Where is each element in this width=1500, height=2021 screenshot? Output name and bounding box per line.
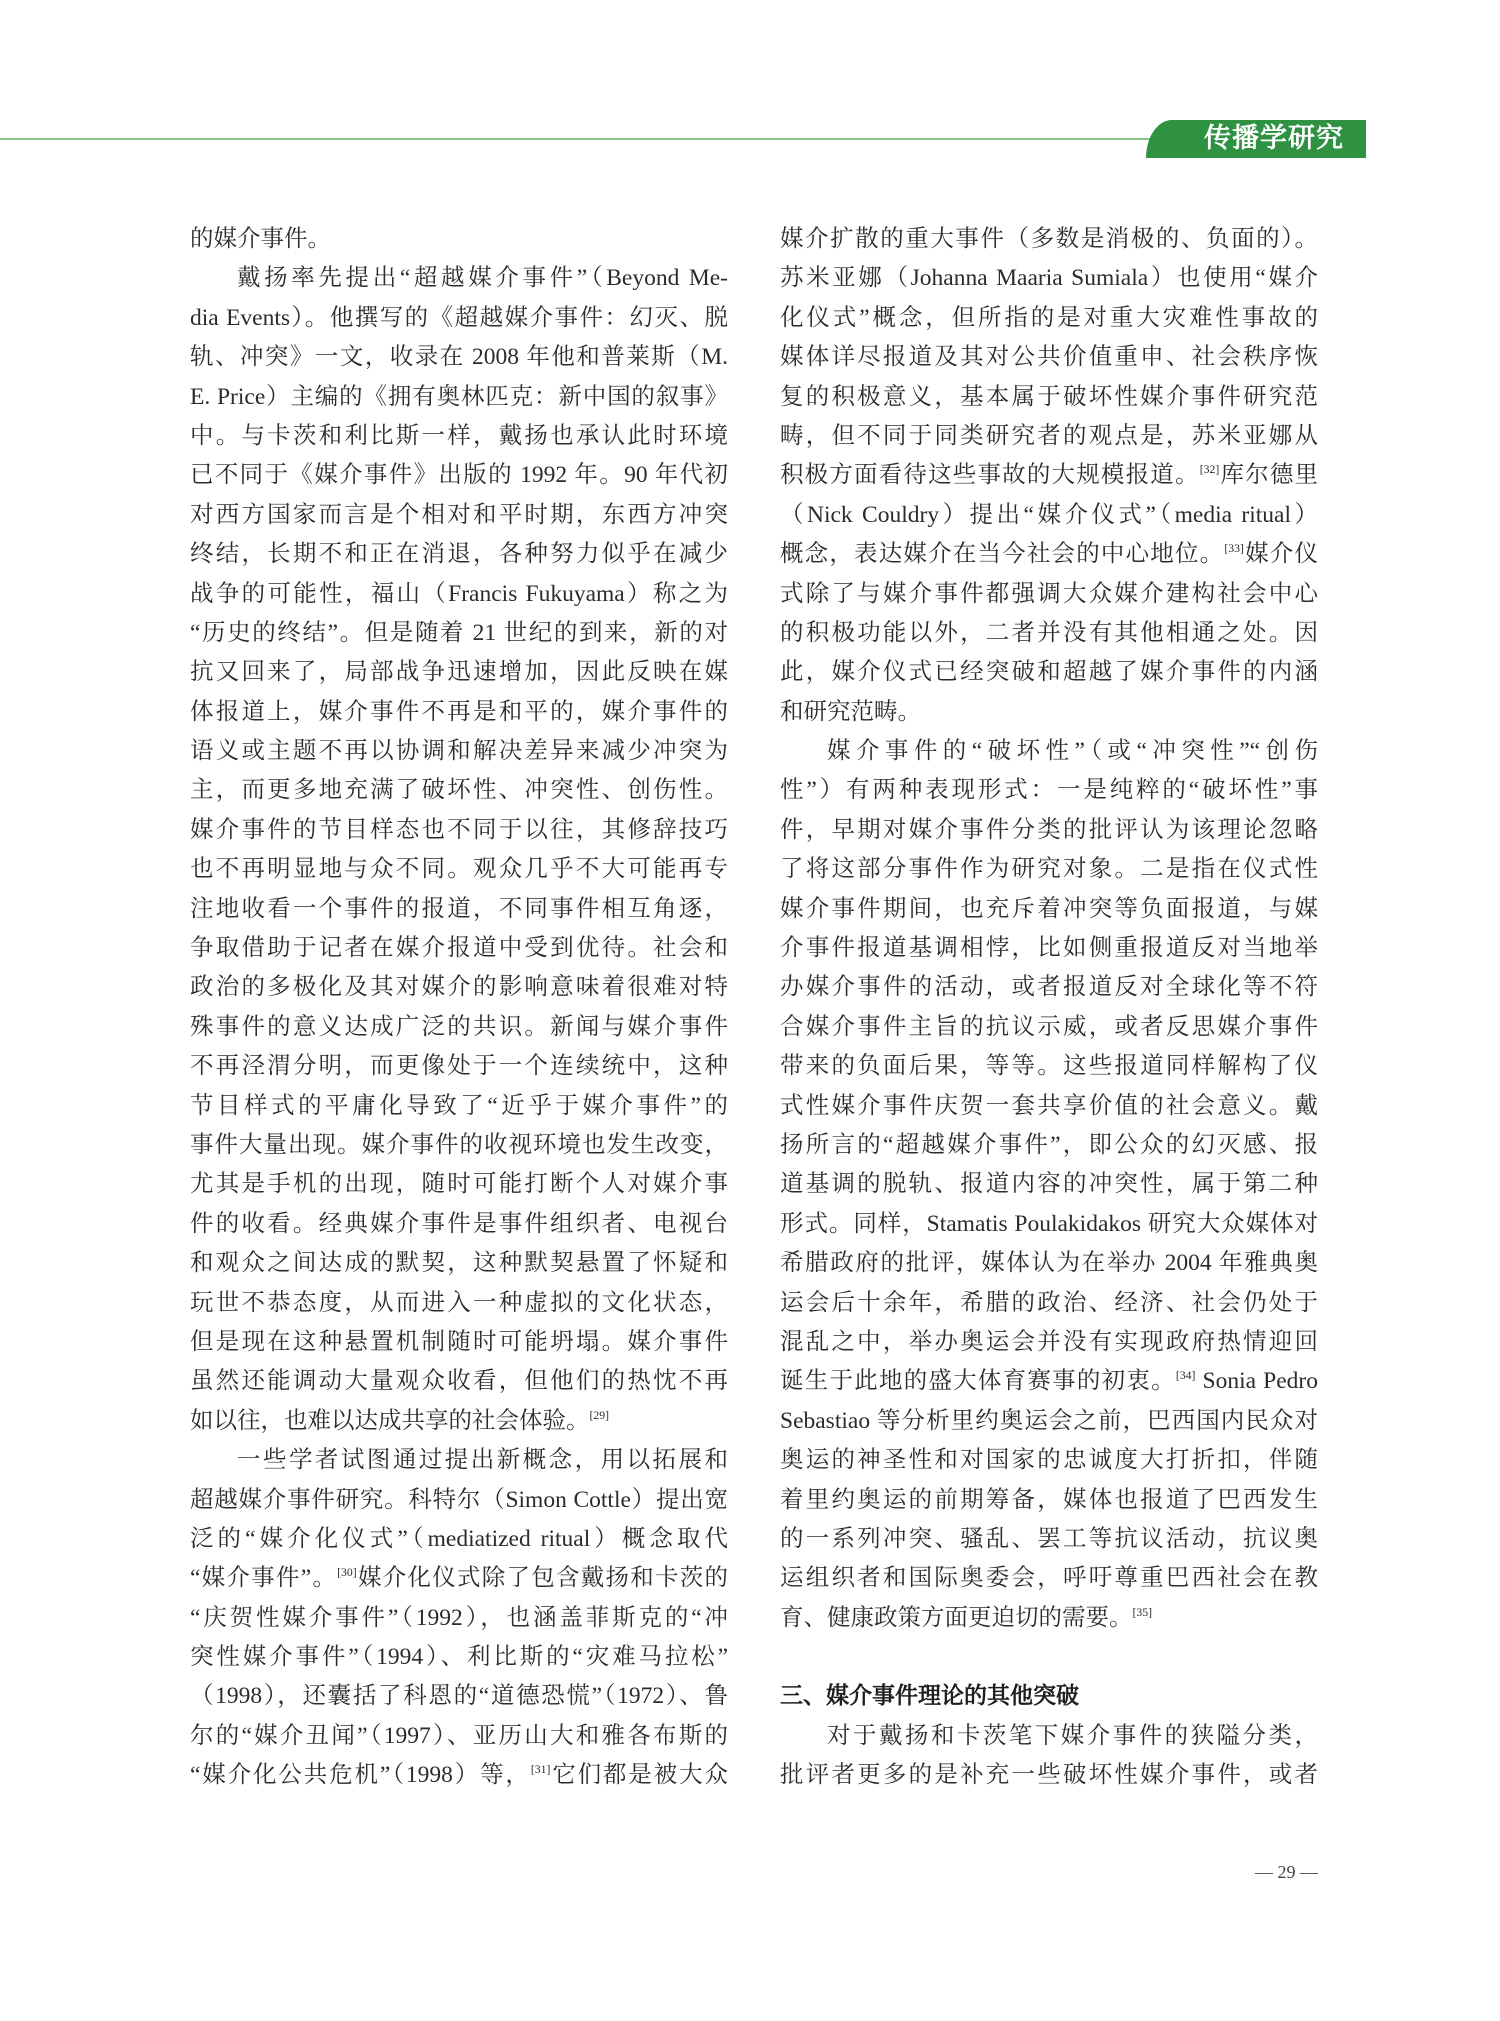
text-line [780,1087,1318,1126]
text-line [780,732,1318,771]
text-line [190,338,728,377]
text-run: 奥运的神圣性和对国家的忠诚度大打折扣，伴随 [780,1447,1318,1474]
text-run: 一些学者试图通过提出新概念，用以拓展和 [237,1447,728,1474]
text-run: 注地收看一个事件的报道，不同事件相互角逐， [190,895,728,922]
paragraph [190,259,728,1441]
section-tab [1146,120,1366,158]
text-run: 媒介仪 [1243,541,1318,568]
text-line [190,1323,728,1362]
text-run: 和观众之间达成的默契，这种默契悬置了怀疑和 [190,1250,728,1277]
text-run: 对西方国家而言是个相对和平时期，东西方冲突 [190,501,728,528]
text-line [780,259,1318,298]
text-run: 希腊政府的批评，媒体认为在举办 2004 年雅典奥 [780,1250,1318,1277]
text-line [780,1599,1318,1638]
text-line [190,1599,728,1638]
text-run: 节目样式的平庸化导致了“近乎于媒介事件”的 [190,1092,728,1119]
text-line [190,1126,728,1165]
text-run: 突性媒介事件”（1994）、利比斯的“灾难马拉松” [190,1644,728,1671]
text-line [190,299,728,338]
text-run: 此，媒介仪式已经突破和超越了媒介事件的内涵 [780,659,1318,686]
text-run: 道基调的脱轨、报道内容的冲突性，属于第二种 [780,1171,1318,1198]
text-line [780,771,1318,810]
text-run: 育、健康政策方面更迫切的需要。 [780,1604,1133,1631]
text-run: 库尔德里 [1219,462,1318,489]
paragraph [780,732,1318,1638]
text-run: （Nick Couldry）提出“媒介仪式”（media ritual） [780,501,1318,528]
footnote-ref: [30] [337,1566,357,1580]
text-run: 复的积极意义，基本属于破坏性媒介事件研究范 [780,383,1318,410]
text-line [780,299,1318,338]
text-line [190,732,728,771]
text-line [780,378,1318,417]
text-run: 对于戴扬和卡茨笔下媒介事件的狭隘分类， [827,1722,1318,1749]
text-line [780,1323,1318,1362]
text-run: 事件大量出现。媒介事件的收视环境也发生改变， [190,1131,728,1158]
text-run: 语义或主题不再以协调和解决差异来减少冲突为 [190,738,728,765]
text-run: 了将这部分事件作为研究对象。二是指在仪式性 [780,856,1318,883]
text-run: 混乱之中，举办奥运会并没有实现政府热情迎回 [780,1328,1318,1355]
footnote-ref: [35] [1132,1605,1153,1619]
footnote-ref: [29] [589,1408,610,1422]
text-run: 着里约奥运的前期筹备，媒体也报道了巴西发生 [780,1486,1318,1513]
text-line [190,1205,728,1244]
text-run: 的一系列冲突、骚乱、罢工等抗议活动，抗议奥 [780,1525,1318,1552]
text-run: （1998），还囊括了科恩的“道德恐慌”（1972）、鲁 [190,1683,728,1710]
text-run: 戴扬率先提出“超越媒介事件”（Beyond Me- [237,265,728,292]
text-run: E. Price）主编的《拥有奥林匹克：新中国的叙事》 [190,383,728,410]
text-line [190,417,728,456]
text-line [780,1205,1318,1244]
text-line [190,378,728,417]
header-rule [0,138,1150,140]
text-run: 媒介事件的“破坏性”（或“冲突性”“创伤 [827,738,1318,765]
text-run: 政治的多极化及其对媒介的影响意味着很难对特 [190,974,728,1001]
text-line [190,1520,728,1559]
text-run: 主，而更多地充满了破坏性、冲突性、创伤性。 [190,777,728,804]
footnote-ref: [33] [1224,542,1244,556]
text-line [780,338,1318,377]
text-run: 运会后十余年，希腊的政治、经济、社会仍处于 [780,1289,1318,1316]
text-run: 媒体详尽报道及其对公共价值重申、社会秩序恢 [780,344,1318,371]
text-line [780,693,1318,732]
text-run: 诞生于此地的盛大体育赛事的初衷。 [780,1368,1176,1395]
text-run: 带来的负面后果，等等。这些报道同样解构了仪 [780,1053,1318,1080]
text-line [780,1047,1318,1086]
text-line [780,929,1318,968]
text-line [190,1402,728,1441]
text-run: 办媒介事件的活动，或者报道反对全球化等不符 [780,974,1318,1001]
text-line [780,1481,1318,1520]
text-line [190,1362,728,1401]
text-line [780,1284,1318,1323]
text-line [780,1520,1318,1559]
text-run: 如以往，也难以达成共享的社会体验。 [190,1407,590,1434]
text-line [780,1756,1318,1795]
text-run: 合媒介事件主旨的抗议示威，或者反思媒介事件 [780,1013,1318,1040]
text-line [780,1244,1318,1283]
text-line [780,1402,1318,1441]
text-line [190,456,728,495]
text-run: 概念，表达媒介在当今社会的中心地位。 [780,541,1225,568]
text-line [190,1047,728,1086]
text-line [190,259,728,298]
text-run: 媒介事件的节目样态也不同于以往，其修辞技巧 [190,816,728,843]
paragraph [190,1441,728,1796]
text-run: 战争的可能性，福山（Francis Fukuyama）称之为 [190,580,728,607]
text-run: 它们都是被大众 [550,1762,728,1789]
text-line [190,929,728,968]
text-run: 化仪式”概念，但所指的是对重大灾难性事故的 [780,304,1318,331]
text-line [190,1244,728,1283]
text-line [190,1284,728,1323]
text-run: 媒介事件期间，也充斥着冲突等负面报道，与媒 [780,895,1318,922]
text-run: 畴，但不同于同类研究者的观点是，苏米亚娜从 [780,422,1318,449]
text-line [190,653,728,692]
text-line [780,220,1318,259]
text-line [780,535,1318,574]
text-run: 殊事件的意义达成广泛的共识。新闻与媒介事件 [190,1013,728,1040]
text-run: 批评者更多的是补充一些破坏性媒介事件，或者 [780,1762,1318,1789]
footnote-ref: [32] [1199,463,1220,477]
text-run: 介事件报道基调相悖，比如侧重报道反对当地举 [780,935,1318,962]
paragraph [780,220,1318,732]
text-line [190,1008,728,1047]
text-run: 争取借助于记者在媒介报道中受到优待。社会和 [190,935,728,962]
text-line [190,771,728,810]
text-line [780,456,1318,495]
text-line [190,693,728,732]
text-run: Sonia Pedro [1195,1368,1318,1395]
text-line [190,850,728,889]
text-run: 积极方面看待这些事故的大规模报道。 [780,462,1200,489]
text-line [780,417,1318,456]
text-run: 不再泾渭分明，而更像处于一个连续统中，这种 [190,1053,728,1080]
footnote-ref: [31] [530,1763,551,1777]
text-run: 已不同于《媒介事件》出版的 1992 年。90 年代初 [190,462,728,489]
text-run: 泛的“媒介化仪式”（mediatized ritual）概念取代 [190,1525,728,1552]
text-run: “庆贺性媒介事件”（1992），也涵盖菲斯克的“冲 [190,1604,728,1631]
text-line [780,575,1318,614]
text-run: 体报道上，媒介事件不再是和平的，媒介事件的 [190,698,728,725]
text-run: 形式。同样，Stamatis Poulakidakos 研究大众媒体对 [780,1210,1318,1237]
text-run: 媒介化仪式除了包含戴扬和卡茨的 [356,1565,728,1592]
text-line [780,1126,1318,1165]
text-run: 中。与卡茨和利比斯一样，戴扬也承认此时环境 [190,422,728,449]
text-run: 的积极功能以外，二者并没有其他相通之处。因 [780,619,1318,646]
text-run: 运组织者和国际奥委会，呼吁尊重巴西社会在教 [780,1565,1318,1592]
text-line [780,1008,1318,1047]
text-run: 也不再明显地与众不同。观众几乎不大可能再专 [190,856,728,883]
text-run: 但是现在这种悬置机制随时可能坍塌。媒介事件 [190,1328,728,1355]
text-line [190,535,728,574]
section-heading: 三、媒介事件理论的其他突破 [780,1683,1079,1710]
text-run: 尤其是手机的出现，随时可能打断个人对媒介事 [190,1171,728,1198]
section-title: 传播学研究 [1204,123,1344,154]
text-run: 扬所言的“超越媒介事件”，即公众的幻灭感、报 [780,1131,1318,1158]
footnote-ref: [34] [1175,1369,1196,1383]
text-line [190,220,728,259]
text-line [190,1638,728,1677]
text-line [780,1559,1318,1598]
text-run: dia Events）。他撰写的《超越媒介事件：幻灭、脱 [190,304,728,331]
text-run: 和研究范畴。 [780,698,921,725]
text-line [190,1165,728,1204]
text-line [190,811,728,850]
paragraph [780,1717,1318,1796]
text-line [190,1717,728,1756]
text-run: 的媒介事件。 [190,226,331,252]
text-run: 性”）有两种表现形式：一是纯粹的“破坏性”事 [780,777,1318,804]
text-line [780,653,1318,692]
text-run: 终结，长期不和正在消退，各种努力似乎在减少 [190,541,728,568]
text-run: Sebastiao 等分析里约奥运会之前，巴西国内民众对 [780,1407,1318,1434]
text-run: 媒介扩散的重大事件（多数是消极的、负面的）。 [780,226,1318,252]
text-line [190,614,728,653]
text-line [780,890,1318,929]
text-run: 玩世不恭态度，从而进入一种虚拟的文化状态， [190,1289,728,1316]
text-run: 尔的“媒介丑闻”（1997）、亚历山大和雅各布斯的 [190,1722,728,1749]
left-column [190,220,728,1796]
text-run: 轨、冲突》一文，收录在 2008 年他和普莱斯（M. [190,344,728,371]
text-run: 苏米亚娜（Johanna Maaria Sumiala）也使用“媒介 [780,265,1318,292]
text-line [190,1756,728,1795]
text-line [190,1087,728,1126]
text-line [780,811,1318,850]
text-run: 式除了与媒介事件都强调大众媒介建构社会中心 [780,580,1318,607]
text-line [780,496,1318,535]
text-line [190,1481,728,1520]
text-line [780,1362,1318,1401]
text-line [780,1717,1318,1756]
text-run: 式性媒介事件庆贺一套共享价值的社会意义。戴 [780,1092,1318,1119]
text-line [190,575,728,614]
page-number: — 29 — [1255,1862,1318,1882]
text-line [190,496,728,535]
text-line [780,614,1318,653]
text-line [780,850,1318,889]
text-run: 件，早期对媒介事件分类的批评认为该理论忽略 [780,816,1318,843]
text-run: 件的收看。经典媒介事件是事件组织者、电视台 [190,1210,728,1237]
text-line [190,1441,728,1480]
text-run: 虽然还能调动大量观众收看，但他们的热忱不再 [190,1368,728,1395]
text-run: “媒介事件”。 [190,1565,338,1592]
text-run: 超越媒介事件研究。科特尔（Simon Cottle）提出宽 [190,1486,728,1513]
paragraph [190,220,728,259]
text-line [190,1677,728,1716]
text-run: 抗又回来了，局部战争迅速增加，因此反映在媒 [190,659,728,686]
text-line [780,968,1318,1007]
text-line [190,968,728,1007]
text-line [780,1441,1318,1480]
text-line [190,890,728,929]
text-line [190,1559,728,1598]
right-column [780,220,1318,1796]
text-line [780,1165,1318,1204]
text-run: “媒介化公共危机”（1998）等， [190,1762,531,1789]
text-run: “历史的终结”。但是随着 21 世纪的到来，新的对 [190,619,728,646]
